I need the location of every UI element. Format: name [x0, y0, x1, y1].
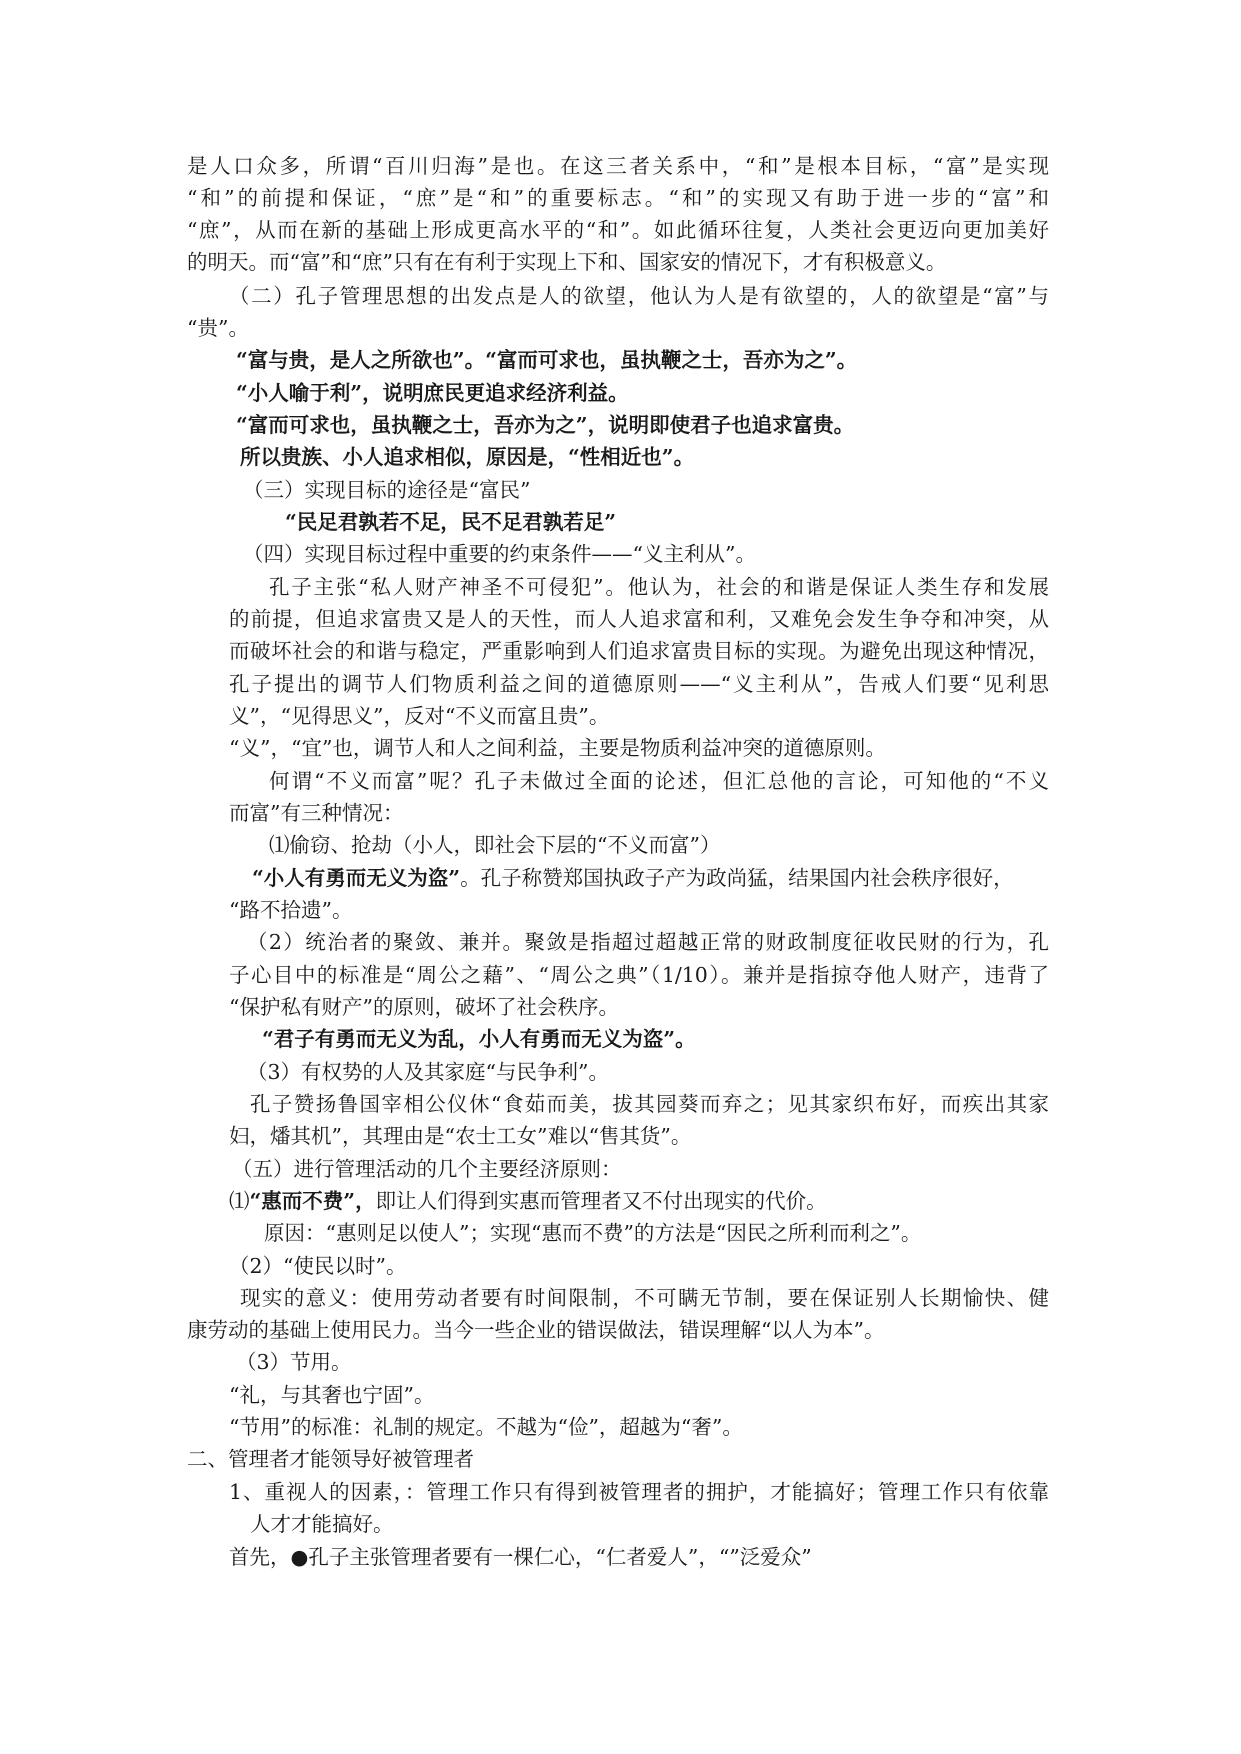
text-line: 孔子主张“私人财产神圣不可侵犯”。他认为，社会的和谐是保证人类生存和发展 — [269, 575, 1049, 599]
text-line: 人才才能搞好。 — [250, 1512, 394, 1536]
quote-bold: “民足君孰若不足，民不足君孰若足” — [285, 510, 617, 534]
section-heading: （三）实现目标的途径是“富民” — [243, 478, 531, 502]
text-line: 的明天。而“富”和“庶”只有在有利于实现上下和、国家安的情况下，才有积极意义。 — [187, 250, 947, 274]
text-line: （二）孔子管理思想的出发点是人的欲望，他认为人是有欲望的，人的欲望是“富”与 — [229, 284, 1049, 308]
list-item: 1、重视人的因素，：管理工作只有得到被管理者的拥护，才能搞好；管理工作只有依靠 — [229, 1480, 1049, 1504]
text-line: “庶”，从而在新的基础上形成更高水平的“和”。如此循环往复，人类社会更迈向更加美好 — [187, 218, 1049, 242]
quote-bold: 所以贵族、小人追求相似，原因是，“性相近也”。 — [240, 445, 695, 469]
text-line: “义”，“宜”也，调节人和人之间利益，主要是物质利益冲突的道德原则。 — [229, 736, 886, 760]
list-item: ⑴偷窃、抢劫（小人，即社会下层的“不义而富”） — [269, 833, 721, 857]
section-heading: （四）实现目标过程中重要的约束条件——“义主利从”。 — [243, 542, 756, 566]
text-line: 孔子提出的调节人们物质利益之间的道德原则——“义主利从”，告戒人们要“见利思 — [229, 672, 1049, 696]
text-line: 孔子赞扬鲁国宰相公仪休“食茹而美，拔其园葵而弃之；见其家织布好，而疾出其家 — [250, 1092, 1049, 1116]
text-line — [252, 862, 1014, 894]
list-item: （3）有权势的人及其家庭“与民争利”。 — [247, 1060, 610, 1084]
text-line: “保护私有财产”的原则，破坏了社会秩序。 — [229, 995, 619, 1019]
section-heading: 二、管理者才能领导好被管理者 — [187, 1447, 474, 1471]
text-line: “节用”的标准：礼制的规定。不越为“俭”，超越为“奢”。 — [229, 1415, 743, 1439]
text-line: 何谓“不义而富”呢？孔子未做过全面的论述，但汇总他的言论，可知他的“不义 — [269, 769, 1049, 793]
text-line: 妇，燔其机”，其理由是“农士工女”难以“售其货”。 — [229, 1124, 692, 1148]
text-line: 义”，“见得思义”，反对“不义而富且贵”。 — [229, 704, 610, 728]
text-line: 的前提，但追求富贵又是人的天性，而人人追求富和利，又难免会发生争夺和冲突，从 — [229, 607, 1049, 631]
text-line: “和”的前提和保证，“庶”是“和”的重要标志。“和”的实现又有助于进一步的“富”和 — [187, 186, 1049, 210]
quote-bold: “小人喻于利”，说明庶民更追求经济利益。 — [236, 381, 629, 405]
section-heading: （五）进行管理活动的几个主要经济原则： — [232, 1157, 622, 1181]
text-line: “礼，与其奢也宁固”。 — [229, 1383, 435, 1407]
quote-bold: “惠而不费”， — [249, 1189, 376, 1213]
text-line: 康劳动的基础上使用民力。当今一些企业的错误做法，错误理解“以人为本”。 — [187, 1318, 885, 1342]
text-run: 即让人们得到实惠而管理者又不付出现实的代价。 — [375, 1189, 827, 1213]
list-item: （3）节用。 — [236, 1350, 352, 1374]
quote-bold: “富与贵，是人之所欲也”。“富而可求也，虽执鞭之士，吾亦为之”。 — [236, 348, 858, 372]
list-marker: ⑴ — [229, 1189, 250, 1213]
text-line: 而破坏社会的和谐与稳定，严重影响到人们追求富贵目标的实现。为避免出现这种情况， — [229, 639, 1049, 663]
list-item: （2）统治者的聚敛、兼并。聚敛是指超过超越正常的财政制度征收民财的行为，孔 — [247, 930, 1049, 954]
quote-bold: “小人有勇而无义为盗” — [252, 866, 461, 890]
quote-bold: “君子有勇而无义为乱，小人有勇而无义为盗”。 — [262, 1027, 696, 1051]
text-line: “路不拾遗”。 — [229, 898, 353, 922]
text-line: 子心目中的标准是“周公之藉”、“周公之典”（1/10）。兼并是指掠夺他人财产，违背了 — [229, 963, 1049, 987]
text-line: “贵”。 — [187, 316, 249, 340]
text-line: 是人口众多，所谓“百川归海”是也。在这三者关系中，“和”是根本目标，“富”是实现 — [187, 154, 1049, 178]
text-run: 。孔子称赞郑国执政子产为政尚猛，结果国内社会秩序很好， — [460, 866, 1014, 890]
text-line: 首先，●孔子主张管理者要有一棵仁心，“仁者爱人”，“”泛爱众” — [229, 1545, 812, 1569]
list-item: （2）“使民以时”。 — [229, 1254, 407, 1278]
text-line: 原因：“惠则足以使人”；实现“惠而不费”的方法是“因民之所利而利之”。 — [264, 1221, 922, 1245]
quote-bold: “富而可求也，虽执鞭之士，吾亦为之”，说明即使君子也追求富贵。 — [236, 413, 855, 437]
text-line: 现实的意义：使用劳动者要有时间限制，不可瞒无节制，要在保证别人长期愉快、健 — [240, 1286, 1049, 1310]
list-item — [229, 1185, 827, 1217]
text-line: 而富”有三种情况： — [229, 801, 404, 825]
